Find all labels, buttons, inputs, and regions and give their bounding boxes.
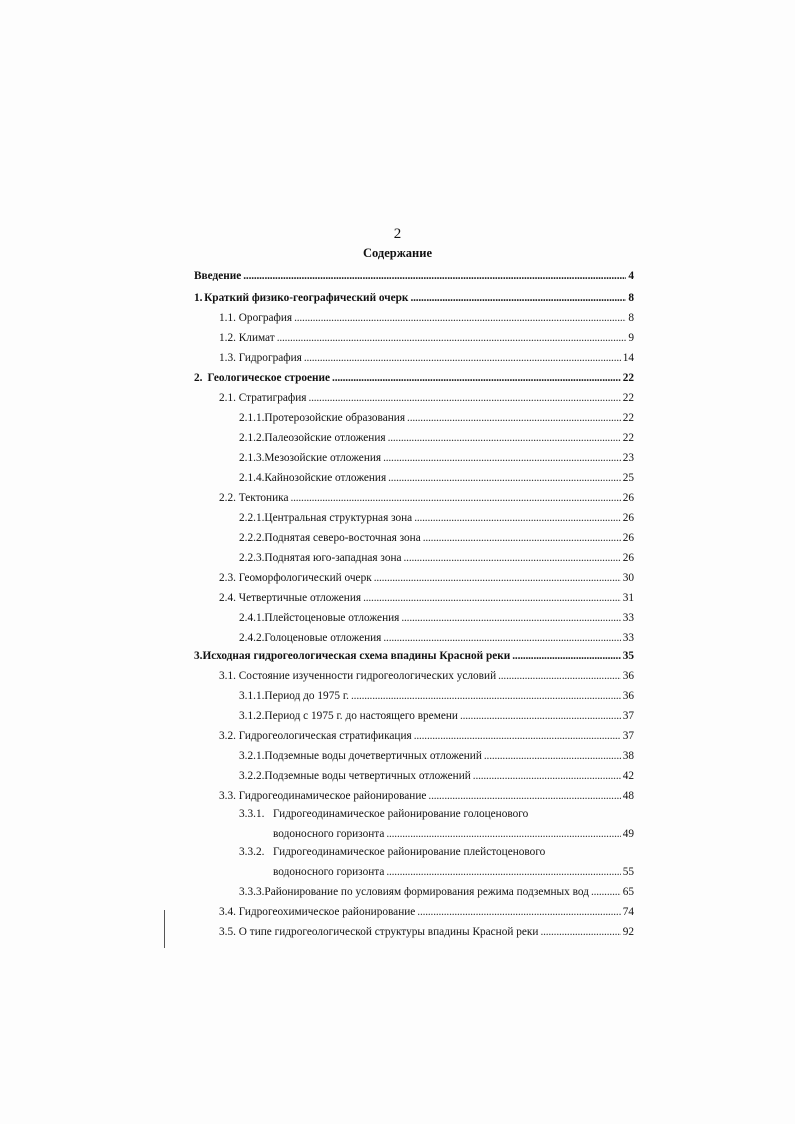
- toc-entry-page: 33: [622, 632, 634, 644]
- toc-entry-label: Поднятая северо-восточная зона: [264, 532, 421, 544]
- toc-entry-number: 3.2.1.: [239, 750, 265, 762]
- toc-entry-page: 4: [628, 270, 634, 282]
- toc-entry-label: 3.4. Гидрогеохимическое районирование: [219, 906, 416, 918]
- toc-entry-3-3-1-line1: [239, 808, 528, 820]
- toc-entry-3-3: [219, 790, 634, 802]
- toc-entry-label: 3.5. О типе гидрогеологической структуры впадины Красной реки: [219, 926, 539, 938]
- toc-entry-number: 3.1.1.: [239, 690, 265, 702]
- toc-entry-label: Районирование по условиям формирования режима подземных вод: [264, 886, 589, 898]
- toc-entry-page: 8: [628, 312, 634, 324]
- toc-entry-label: Кайнозойские отложения: [264, 472, 387, 484]
- toc-entry-number: 2.4.2.: [239, 632, 265, 644]
- toc-entry-label: Период с 1975 г. до настоящего времени: [264, 710, 458, 722]
- toc-entry-page: 26: [622, 492, 634, 504]
- toc-entry-number: 3.1.2.: [239, 710, 265, 722]
- toc-entry-page: 22: [622, 392, 634, 404]
- toc-entry-introduction: [194, 270, 634, 282]
- toc-entry-1-2: [219, 332, 634, 344]
- toc-entry-3-3-2-line1: [239, 846, 545, 858]
- toc-entry-page: 36: [622, 670, 634, 682]
- toc-entry-3-5: [219, 926, 634, 938]
- toc-entry-number: 2.1.1.: [239, 412, 265, 424]
- toc-entry-label: Краткий физико-географический очерк: [204, 292, 409, 304]
- toc-entry-number: 2.1.4.: [239, 472, 265, 484]
- toc-entry-page: 55: [622, 866, 634, 878]
- toc-entry-label: Плейстоценовые отложения: [264, 612, 400, 624]
- toc-entry-page: 42: [622, 770, 634, 782]
- toc-entry-page: 23: [622, 452, 634, 464]
- toc-entry-page: 8: [628, 292, 634, 304]
- toc-entry-label: Гидрогеодинамическое районирование голоценового: [273, 808, 529, 820]
- toc-entry-2-1-1: [239, 412, 634, 424]
- toc-entry-page: 22: [622, 372, 634, 384]
- toc-entry-3-1: [219, 670, 634, 682]
- toc-entry-number: 3.3.3.: [239, 886, 265, 898]
- toc-entry-number: 3.: [194, 650, 203, 662]
- toc-entry-label: Подземные воды дочетвертичных отложений: [264, 750, 482, 762]
- toc-entry-number: 3.2.2.: [239, 770, 265, 782]
- toc-entry-2-1-2: [239, 432, 634, 444]
- toc-entry-2-1-4: [239, 472, 634, 484]
- toc-entry-2-3: [219, 572, 634, 584]
- toc-entry-number: 1.: [194, 292, 203, 304]
- toc-entry-3-2-2: [239, 770, 634, 782]
- toc-entry-label: Подземные воды четвертичных отложений: [264, 770, 471, 782]
- toc-entry-label: Центральная структурная зона: [264, 512, 413, 524]
- toc-entry-2-1: [219, 392, 634, 404]
- toc-entry-label: 2.4. Четвертичные отложения: [219, 592, 362, 604]
- toc-entry-3-3-3: [239, 886, 634, 898]
- toc-entry-chapter-1: [194, 292, 634, 304]
- toc-entry-label-continued: водоносного горизонта: [273, 828, 385, 840]
- toc-entry-page: 74: [622, 906, 634, 918]
- toc-entry-page: 30: [622, 572, 634, 584]
- toc-entry-label: 3.3. Гидрогеодинамическое районирование: [219, 790, 427, 802]
- toc-entry-2-2: [219, 492, 634, 504]
- toc-entry-label: Поднятая юго-западная зона: [264, 552, 402, 564]
- toc-entry-page: 25: [622, 472, 634, 484]
- toc-entry-label: Период до 1975 г.: [264, 690, 350, 702]
- toc-entry-label: 1.2. Климат: [219, 332, 275, 344]
- toc-entry-number: 2.1.2.: [239, 432, 265, 444]
- toc-entry-page: 26: [622, 512, 634, 524]
- toc-entry-page: 48: [622, 790, 634, 802]
- toc-entry-page: 9: [628, 332, 634, 344]
- toc-entry-number: 2.2.1.: [239, 512, 265, 524]
- toc-entry-3-3-2-line2: [273, 866, 634, 878]
- toc-entry-1-3: [219, 352, 634, 364]
- toc-entry-page: 31: [622, 592, 634, 604]
- toc-entry-label: Палеозойские отложения: [264, 432, 386, 444]
- toc-entry-page: 22: [622, 412, 634, 424]
- toc-entry-3-1-1: [239, 690, 634, 702]
- toc-entry-label: Геологическое строение: [207, 372, 331, 384]
- toc-entry-label: 2.2. Тектоника: [219, 492, 289, 504]
- toc-entry-3-1-2: [239, 710, 634, 722]
- toc-entry-page: 26: [622, 532, 634, 544]
- toc-entry-page: 26: [622, 552, 634, 564]
- toc-entry-label: Мезозойские отложения: [264, 452, 382, 464]
- toc-entry-3-2-1: [239, 750, 634, 762]
- toc-entry-2-1-3: [239, 452, 634, 464]
- toc-entry-page: 14: [622, 352, 634, 364]
- toc-entry-label: 1.1. Орография: [219, 312, 293, 324]
- toc-entry-label: Протерозойские образования: [264, 412, 406, 424]
- page-title: Содержание: [362, 246, 432, 260]
- toc-entry-label-continued: водоносного горизонта: [273, 866, 385, 878]
- toc-entry-label: 2.3. Геоморфологический очерк: [219, 572, 372, 584]
- toc-entry-page: 33: [622, 612, 634, 624]
- toc-entry-number: 2.2.2.: [239, 532, 265, 544]
- scan-margin-line: [164, 910, 165, 948]
- page-number: 2: [393, 226, 402, 242]
- toc-entry-chapter-2: [194, 372, 634, 384]
- toc-entry-page: 37: [622, 710, 634, 722]
- toc-entry-2-2-2: [239, 532, 634, 544]
- toc-entry-2-2-1: [239, 512, 634, 524]
- toc-entry-2-2-3: [239, 552, 634, 564]
- toc-entry-page: 38: [622, 750, 634, 762]
- toc-entry-label: Гидрогеодинамическое районирование плейстоценового: [273, 846, 546, 858]
- toc-entry-number: 2.4.1.: [239, 612, 265, 624]
- toc-entry-number: 2.1.3.: [239, 452, 265, 464]
- toc-entry-page: 36: [622, 690, 634, 702]
- toc-entry-page: 65: [622, 886, 634, 898]
- toc-entry-2-4-2: [239, 632, 634, 644]
- toc-entry-page: 37: [622, 730, 634, 742]
- toc-entry-2-4-1: [239, 612, 634, 624]
- toc-entry-label: 3.1. Состояние изученности гидрогеологических условий: [219, 670, 497, 682]
- toc-entry-number: 2.: [194, 372, 203, 384]
- toc-entry-number: 3.3.2.: [239, 846, 265, 858]
- toc-entry-label: 1.3. Гидрография: [219, 352, 302, 364]
- toc-entry-1-1: [219, 312, 634, 324]
- toc-entry-3-2: [219, 730, 634, 742]
- toc-entry-2-4: [219, 592, 634, 604]
- toc-entry-3-4: [219, 906, 634, 918]
- toc-entry-number: 2.2.3.: [239, 552, 265, 564]
- toc-entry-label: 3.2. Гидрогеологическая стратификация: [219, 730, 412, 742]
- toc-entry-page: 35: [622, 650, 634, 662]
- toc-entry-label: Исходная гидрогеологическая схема впадины Красной реки: [202, 650, 511, 662]
- toc-entry-label: Голоценовые отложения: [264, 632, 382, 644]
- toc-entry-chapter-3: [194, 650, 634, 662]
- toc-entry-number: 3.3.1.: [239, 808, 265, 820]
- toc-entry-3-3-1-line2: [273, 828, 634, 840]
- toc-entry-page: 49: [622, 828, 634, 840]
- toc-entry-page: 92: [622, 926, 634, 938]
- toc-entry-label: Введение: [194, 270, 242, 282]
- toc-entry-label: 2.1. Стратиграфия: [219, 392, 307, 404]
- toc-entry-page: 22: [622, 432, 634, 444]
